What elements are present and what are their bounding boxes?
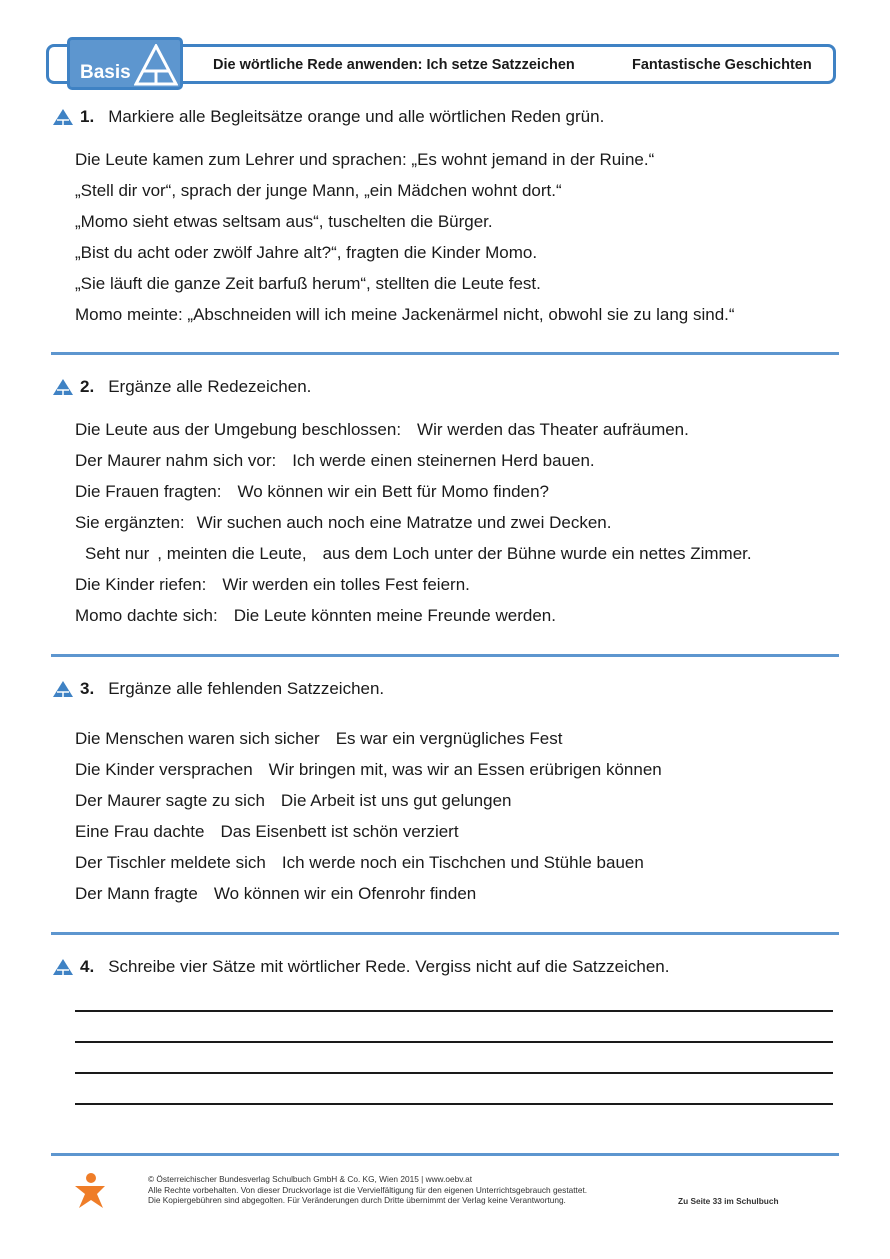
textbook-reference: Zu Seite 33 im Schulbuch: [678, 1196, 779, 1206]
sentence: Die Frauen fragten: Wo können wir ein Bett für Momo finden?: [75, 482, 549, 501]
sentence: Die Kinder versprachen Wir bringen mit, was wir an Essen erübrigen können: [75, 760, 662, 779]
task-2-heading: [52, 377, 311, 397]
footer-legal: [148, 1174, 587, 1206]
sentence: „Momo sieht etwas seltsam aus“, tuschelten die Bürger.: [75, 212, 493, 231]
sentence: Eine Frau dachte Das Eisenbett ist schön verziert: [75, 822, 459, 841]
level-label: Basis: [80, 62, 131, 83]
task-instruction: Ergänze alle Redezeichen.: [108, 377, 312, 396]
section-divider: [51, 932, 839, 935]
writing-line[interactable]: [75, 1010, 833, 1012]
sentence: Der Maurer sagte zu sich Die Arbeit ist uns gut gelungen: [75, 791, 512, 810]
sentence: „Sie läuft die ganze Zeit barfuß herum“, stellten die Leute fest.: [75, 274, 541, 293]
pyramid-icon: [52, 378, 74, 396]
task-instruction: Ergänze alle fehlenden Satzzeichen.: [108, 679, 385, 698]
level-badge: [67, 37, 183, 90]
writing-line[interactable]: [75, 1041, 833, 1043]
pyramid-icon: [52, 680, 74, 698]
pyramid-icon: [52, 958, 74, 976]
publisher-logo-icon: [71, 1172, 109, 1212]
sentence: Momo meinte: „Abschneiden will ich meine Jackenärmel nicht, obwohl sie zu lang sind.“: [75, 305, 735, 324]
footer-divider: [51, 1153, 839, 1156]
sentence: „Stell dir vor“, sprach der junge Mann, „ein Mädchen wohnt dort.“: [75, 181, 562, 200]
task-number: 2.: [80, 377, 95, 396]
sentence: Momo dachte sich: Die Leute könnten meine Freunde werden.: [75, 606, 556, 625]
task-number: 4.: [80, 957, 95, 976]
sentence: Die Leute aus der Umgebung beschlossen: Wir werden das Theater aufräumen.: [75, 420, 689, 439]
task-1-lines: [75, 144, 735, 330]
task-1-heading: [52, 107, 604, 127]
sentence: Der Tischler meldete sich Ich werde noch ein Tischchen und Stühle bauen: [75, 853, 644, 872]
copyright-text: © Österreichischer Bundesverlag Schulbuch GmbH & Co. KG, Wien 2015 | www.oebv.at: [148, 1174, 472, 1184]
section-divider: [51, 654, 839, 657]
fees-text: Die Kopiergebühren sind abgegolten. Für Veränderungen durch Dritte übernimmt der Verlag keine Verantwortung.: [148, 1195, 566, 1205]
page-title: Die wörtliche Rede anwenden: Ich setze Satzzeichen: [213, 57, 575, 73]
task-number: 1.: [80, 107, 95, 126]
task-4-heading: [52, 957, 669, 977]
sentence: „Bist du acht oder zwölf Jahre alt?“, fragten die Kinder Momo.: [75, 243, 538, 262]
task-3-heading: [52, 679, 384, 699]
sentence: Die Leute kamen zum Lehrer und sprachen: „Es wohnt jemand in der Ruine.“: [75, 150, 655, 169]
writing-line[interactable]: [75, 1103, 833, 1105]
task-2-lines: [75, 414, 752, 631]
sentence: Die Kinder riefen: Wir werden ein tolles Fest feiern.: [75, 575, 470, 594]
pyramid-icon: [52, 108, 74, 126]
rights-text: Alle Rechte vorbehalten. Von dieser Druckvorlage ist die Vervielfältigung für den eigenen Unterrichtsgebrauch gestattet.: [148, 1184, 588, 1195]
page-subject: Fantastische Geschichten: [632, 57, 812, 73]
sentence: Der Mann fragte Wo können wir ein Ofenrohr finden: [75, 884, 477, 903]
pyramid-icon: [134, 44, 178, 86]
sentence: Sie ergänzten: Wir suchen auch noch eine Matratze und zwei Decken.: [75, 513, 612, 532]
writing-line[interactable]: [75, 1072, 833, 1074]
sentence: Der Maurer nahm sich vor: Ich werde einen steinernen Herd bauen.: [75, 451, 595, 470]
task-3-lines: [75, 723, 662, 909]
sentence: Seht nur , meinten die Leute, aus dem Loch unter der Bühne wurde ein nettes Zimmer.: [85, 544, 752, 563]
sentence: Die Menschen waren sich sicher Es war ein vergnügliches Fest: [75, 729, 563, 748]
section-divider: [51, 352, 839, 355]
task-number: 3.: [80, 679, 95, 698]
task-instruction: Markiere alle Begleitsätze orange und alle wörtlichen Reden grün.: [108, 107, 605, 126]
task-instruction: Schreibe vier Sätze mit wörtlicher Rede. Vergiss nicht auf die Satzzeichen.: [108, 957, 670, 976]
